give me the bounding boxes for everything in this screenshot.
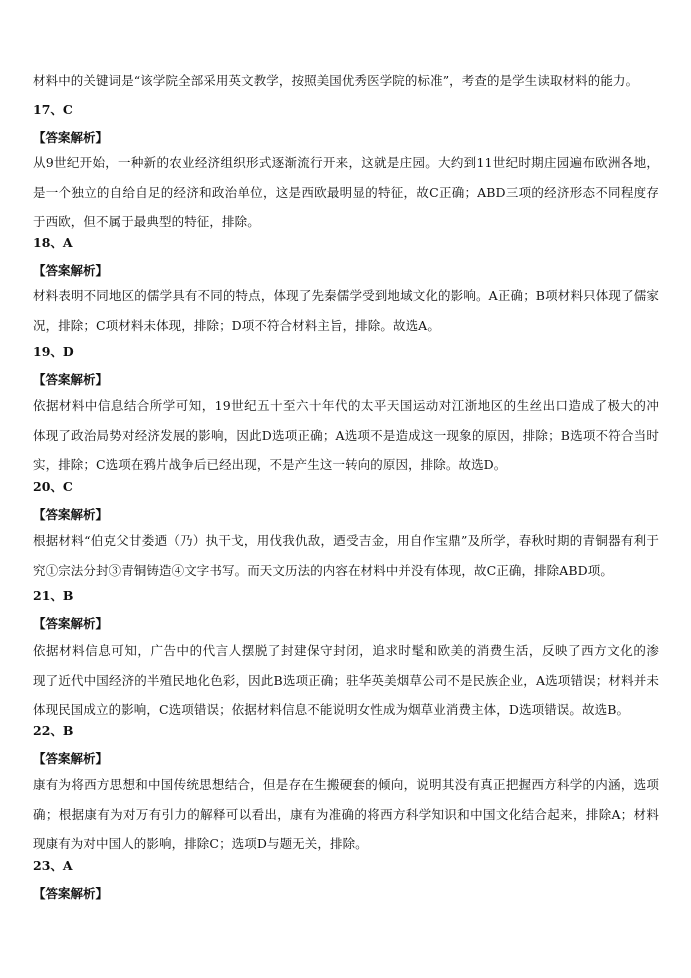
text-line: 体现了政治局势对经济发展的影响，因此D选项正确；A选项不是造成这一现象的原因，排除；B选项不符合当时 (33, 427, 659, 443)
explanation-paragraph (33, 526, 659, 585)
text-line: 从9世纪开始，一种新的农业经济组织形式逐渐流行开来，这就是庄园。大约到11世纪时期庄园遍布欧洲各地， (33, 155, 659, 170)
text-line: 体现民国成立的影响，C选项错误；依据材料信息不能说明女性成为烟草业消费主体，D选项错误。故选B。 (33, 702, 630, 717)
text-line: 现了近代中国经济的半殖民地化色彩，因此B选项正确；驻华英美烟草公司不是民族企业，A选项错误；材料并未 (33, 672, 659, 688)
question-number: 22、B (33, 723, 74, 738)
explanation-paragraph (33, 148, 659, 237)
explanation-paragraph (33, 281, 659, 340)
explanation-paragraph (33, 391, 659, 480)
text-line: 材料中的关键词是“该学院全部采用英文教学，按照美国优秀医学院的标准”，考查的是学生读取材料的能力。 (33, 73, 639, 88)
text-line: 材料表明不同地区的儒学具有不同的特点，体现了先秦儒学受到地域文化的影响。A正确；B项材料只体现了儒家 (33, 288, 659, 303)
text-line: 于西欧，但不属于最典型的特征，排除。 (33, 214, 260, 229)
explanation-paragraph (33, 770, 659, 859)
text-line: 是一个独立的自给自足的经济和政治单位，这是西欧最明显的特征，故C正确；ABD三项的经济形态不同程度存 (33, 184, 659, 200)
question-number: 19、D (33, 344, 74, 359)
answer-heading: 【答案解析】 (33, 886, 109, 901)
text-line: 依据材料中信息结合所学可知，19世纪五十至六十年代的太平天国运动对江浙地区的生丝出口造成了极大的冲 (33, 398, 659, 413)
text-line: 康有为将西方思想和中国传统思想结合，但是存在生搬硬套的倾向，说明其没有真正把握西方科学的内涵，选项 (33, 777, 659, 792)
answer-heading: 【答案解析】 (33, 616, 109, 631)
question-number: 18、A (33, 235, 73, 250)
answer-heading: 【答案解析】 (33, 263, 109, 278)
intro-paragraph (33, 66, 659, 96)
text-line: 实，排除；C选项在鸦片战争后已经出现，不是产生这一转向的原因，排除。故选D。 (33, 457, 507, 472)
answer-heading: 【答案解析】 (33, 507, 109, 522)
question-number: 17、C (33, 102, 73, 117)
text-line: 依据材料信息可知，广告中的代言人摆脱了封建保守封闭，追求时髦和欧美的消费生活，反映了西方文化的渗 (33, 643, 659, 658)
answer-heading: 【答案解析】 (33, 130, 109, 145)
text-line: 究①宗法分封③青铜铸造④文字书写。而天文历法的内容在材料中并没有体现，故C正确，排除ABD项。 (33, 562, 614, 578)
explanation-paragraph (33, 636, 659, 725)
text-line: 确；根据康有为对万有引力的解释可以看出，康有为准确的将西方科学知识和中国文化结合起来，排除A；材料 (33, 806, 659, 822)
question-number: 20、C (33, 479, 73, 494)
answer-heading: 【答案解析】 (33, 372, 109, 387)
question-number: 21、B (33, 588, 74, 603)
answer-heading: 【答案解析】 (33, 751, 109, 766)
text-line: 况，排除；C项材料未体现，排除；D项不符合材料主旨，排除。故选A。 (33, 317, 440, 333)
text-line: 现康有为对中国人的影响，排除C；选项D与题无关，排除。 (33, 836, 368, 851)
text-line: 根据材料“伯克父甘娄迺（乃）执干戈，用伐我仇敌，迺受吉金，用自作宝鼎”及所学，春秋时期的青铜器有利于 (33, 533, 659, 548)
question-number: 23、A (33, 858, 73, 873)
